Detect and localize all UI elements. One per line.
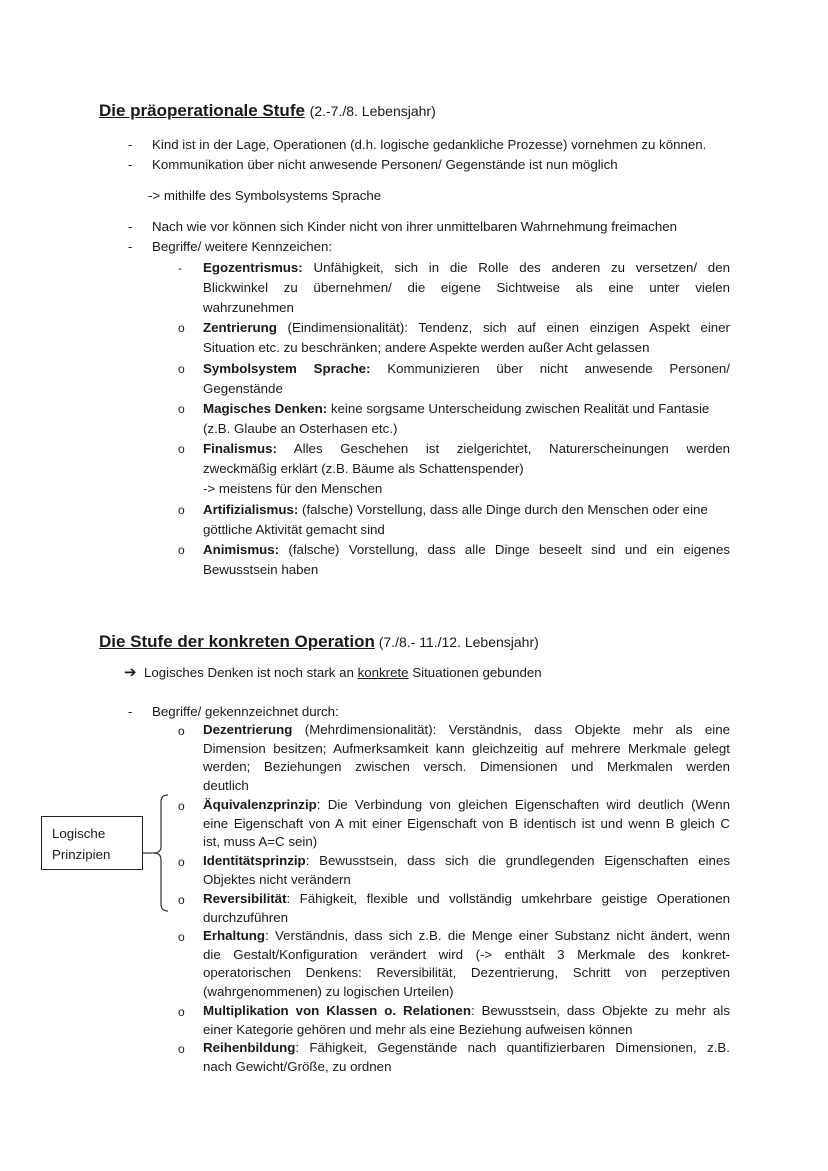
term: Symbolsystem Sprache: (203, 361, 371, 376)
term: Erhaltung (203, 928, 266, 943)
desc-line: Dimension besitzen; Aufmerksamkeit kann gleichzeitig auf mehrere Merkmale gelegt (203, 740, 730, 756)
circle-bullet: o (178, 1042, 185, 1056)
desc-line: (Eindimensionalität): Tendenz, sich auf einen einzigen Aspekt einer (287, 320, 730, 335)
desc-line: : Bewusstsein, dass Objekte zu mehr als (470, 1003, 730, 1018)
circle-bullet: o (178, 799, 185, 813)
term: Magisches Denken: (203, 401, 328, 416)
circle-bullet: o (178, 362, 185, 376)
term: Egozentrismus: (203, 260, 303, 275)
bullet-item: Begriffe/ weitere Kennzeichen: (152, 239, 333, 254)
sub-item-dezentrierung (203, 721, 730, 795)
term: Zentrierung (203, 320, 277, 335)
desc-line: einer Kategorie gehören und mehr als eine Beziehung aufweisen können (203, 1021, 633, 1037)
sub-item-erhaltung (203, 927, 730, 1001)
desc-line: (z.B. Glaube an Osterhasen etc.) (203, 421, 398, 436)
sub-item-magisches-denken (203, 399, 730, 439)
sub-item-aequivalenzprinzip (203, 796, 730, 852)
desc-line: göttliche Aktivität gemacht sind (203, 522, 385, 537)
section1-range: (2.-7./8. Lebensjahr) (309, 103, 436, 119)
circle-bullet: o (178, 724, 185, 738)
arrow-right-icon: ➔ (124, 664, 137, 681)
desc-line: Unfähigkeit, sich in die Rolle des anderen zu versetzen/ den (313, 260, 730, 275)
logische-prinzipien-box (41, 816, 143, 870)
desc-line: wahrzunehmen (203, 300, 294, 315)
sub-item-reihenbildung (203, 1039, 730, 1076)
desc-line: Blickwinkel zu übernehmen/ die eigene Sichtweise als eine unter vielen (203, 280, 730, 295)
desc-line: : Die Verbindung von gleichen Eigenschaften wird deutlich (Wenn (316, 797, 730, 812)
term: Äquivalenzprinzip (203, 797, 317, 812)
bullet-item: Kind ist in der Lage, Operationen (d.h. logische gedankliche Prozesse) vornehmen zu können. (152, 137, 707, 152)
desc-line: Objektes nicht verändern (203, 871, 351, 887)
desc-line: zweckmäßig erklärt (z.B. Bäume als Schattenspender) (203, 461, 524, 476)
dash-marker: - (128, 157, 133, 172)
sub-item-egozentrismus (203, 258, 730, 318)
term: Artifizialismus: (203, 502, 299, 517)
term: Finalismus: (203, 441, 277, 456)
desc-line: eine Eigenschaft von A mit einer Eigenschaft von B identisch ist und wenn B gleich C (203, 815, 730, 831)
circle-bullet: o (178, 855, 185, 869)
box-label-line: Logische (52, 826, 106, 841)
circle-bullet: o (178, 503, 185, 517)
bracket-connector (143, 792, 173, 922)
term: Multiplikation von Klassen o. Relationen (203, 1003, 471, 1018)
arrow-text-end: Situationen gebunden (408, 665, 542, 680)
dash-marker: - (128, 704, 133, 719)
desc-line: (Mehrdimensionalität): Verständnis, dass Objekte mehr als eine (304, 722, 731, 737)
desc-line: Gegenstände (203, 381, 283, 396)
desc-line: -> meistens für den Menschen (203, 481, 383, 496)
circle-bullet: o (178, 893, 185, 907)
desc-line: (wahrgenommenen) zu logischen Urteilen) (203, 983, 454, 999)
section1-title: Die präoperationale Stufe (99, 101, 305, 120)
bullet-item: Kommunikation über nicht anwesende Personen/ Gegenstände ist nun möglich (152, 157, 618, 172)
desc-line: (falsche) Vorstellung, dass alle Dinge durch den Menschen oder eine (302, 502, 708, 517)
circle-bullet: o (178, 321, 185, 335)
term: Reversibilität (203, 891, 287, 906)
desc-line: operatorischen Denkens: Reversibilität, Dezentrierung, Schritt von perzeptiven (203, 965, 730, 980)
sub-item-reversibilitaet (203, 890, 730, 927)
dash-marker: - (128, 219, 133, 234)
sub-item-symbolsystem (203, 359, 730, 399)
bullet-item: Nach wie vor können sich Kinder nicht von ihrer unmittelbaren Wahrnehmung freimachen (152, 219, 677, 234)
circle-bullet: o (178, 930, 185, 944)
desc-line: werden; Beziehungen zwischen versch. Dimensionen und Merkmalen werden (203, 759, 730, 774)
circle-bullet: o (178, 402, 185, 416)
section2-heading (99, 630, 539, 654)
circle-bullet: o (178, 1005, 185, 1019)
dash-marker: - (178, 261, 182, 275)
desc-line: : Fähigkeit, flexible und vollständig umkehrbare geistige Operationen (286, 891, 730, 906)
desc-line: Situation etc. zu beschränken; andere Aspekte werden außer Acht gelassen (203, 340, 650, 355)
desc-line: deutlich (203, 777, 249, 793)
term: Animismus: (203, 542, 280, 557)
box-label-line: Prinzipien (52, 847, 111, 862)
circle-bullet: o (178, 442, 185, 456)
section2-range: (7./8.- 11./12. Lebensjahr) (374, 634, 539, 650)
section2-title: Die Stufe der konkreten Operation (99, 632, 375, 651)
arrow-text-underlined: konkrete (357, 665, 409, 680)
desc-line: : Verständnis, dass sich z.B. die Menge einer Substanz nicht ändert, wenn (265, 928, 730, 943)
desc-line: : Bewusstsein, dass sich die grundlegenden Eigenschaften eines (305, 853, 730, 868)
desc-line: Bewusstsein haben (203, 562, 319, 577)
desc-line: durchzuführen (203, 909, 289, 925)
dash-marker: - (128, 239, 133, 254)
sub-item-identitaetsprinzip (203, 852, 730, 889)
desc-line: (falsche) Vorstellung, dass alle Dinge beseelt sind und ein eigenes (288, 542, 730, 557)
term: Dezentrierung (203, 722, 293, 737)
sub-item-animismus (203, 540, 730, 580)
desc-line: Kommunizieren über nicht anwesende Personen/ (387, 361, 730, 376)
arrow-text: Logisches Denken ist noch stark an (143, 665, 358, 680)
desc-line: nach Gewicht/Größe, zu ordnen (203, 1058, 392, 1074)
note-line: -> mithilfe des Symbolsystems Sprache (148, 188, 382, 203)
circle-bullet: o (178, 543, 185, 557)
sub-item-zentrierung (203, 318, 730, 358)
sub-item-finalismus (203, 439, 730, 499)
desc-line: : Fähigkeit, Gegenstände nach quantifizierbaren Dimensionen, z.B. (295, 1040, 730, 1055)
bullet-item: Begriffe/ gekennzeichnet durch: (152, 704, 339, 719)
sub-item-multiplikation (203, 1002, 730, 1039)
desc-line: keine sorgsame Unterscheidung zwischen Realität und Fantasie (330, 401, 710, 416)
term: Identitätsprinzip (203, 853, 306, 868)
dash-marker: - (128, 137, 133, 152)
section1-heading (99, 99, 436, 123)
term: Reihenbildung (203, 1040, 296, 1055)
sub-item-artifizialismus (203, 500, 730, 540)
desc-line: Alles Geschehen ist zielgerichtet, Naturerscheinungen werden (293, 441, 730, 456)
arrow-statement (124, 663, 542, 683)
desc-line: die Gestalt/Konfiguration verändert wird (-> enthält 3 Merkmale des konkret- (203, 946, 730, 962)
desc-line: ist, muss A=C sein) (203, 834, 318, 849)
